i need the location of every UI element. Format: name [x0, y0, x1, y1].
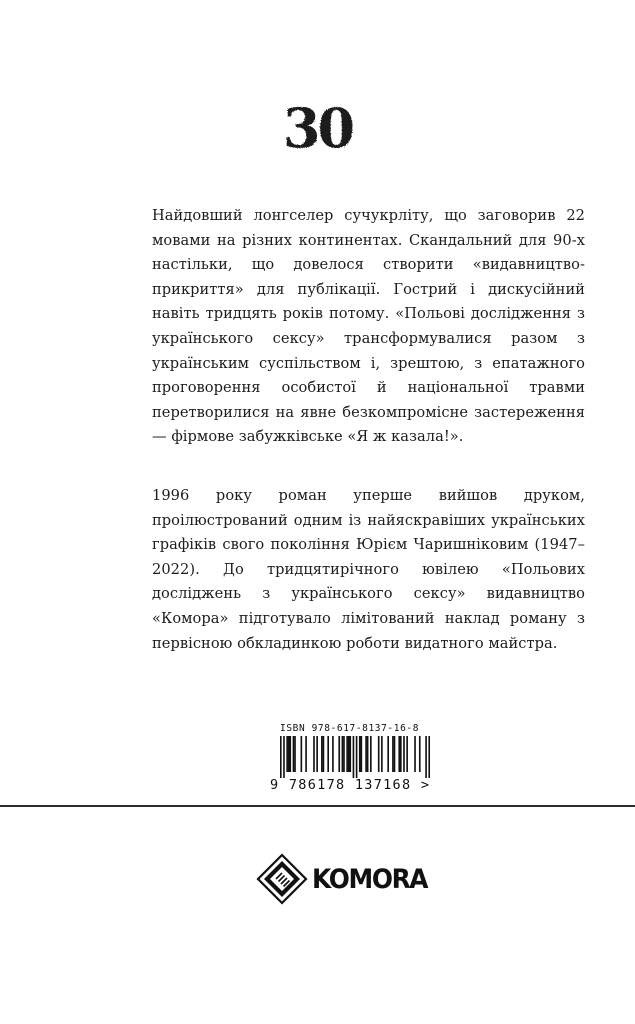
barcode-bar [342, 736, 344, 772]
barcode-bar [338, 736, 340, 772]
barcode-bar [301, 736, 303, 772]
barcode-bar [349, 736, 351, 772]
komora-diamond-logo-icon [256, 853, 308, 905]
blurb-paragraph-2 [152, 484, 585, 656]
barcode-bar [288, 736, 290, 772]
barcode-bar [406, 736, 408, 772]
barcode-bar [367, 736, 369, 772]
barcode-bar [359, 736, 361, 772]
barcode-bar [387, 736, 389, 772]
barcode-bar [348, 736, 350, 772]
barcode-icon [280, 736, 430, 778]
barcode-bar [419, 736, 421, 772]
barcode-bar [353, 736, 355, 778]
isbn-label: ISBN 978-617-8137-16-8 [280, 723, 420, 734]
barcode-bar [370, 736, 372, 772]
barcode-bar [361, 736, 363, 772]
barcode-bar [425, 736, 427, 778]
barcode-bar [332, 736, 334, 772]
blurb-paragraph-1-text: Найдовший лонгселер сучукрліту, що заговорив 22 мовами на різних континентах. Скандальний для 90-х настільки, що довелося створити «видавництво-прикриття» для публікації. Гострий і дискусійний навіть тридцять років потому. «Польові дослідження з українського сексу» трансформувалися разом з українським суспільством і, зрештою, з епатажного проговорення особистої й національної травми перетворилися на явне безкомпромісне застереження — фірмове забужківське «Я ж казала!». [152, 207, 585, 446]
divider-line [0, 805, 635, 807]
barcode-bar [293, 736, 295, 772]
barcode-bar [365, 736, 367, 772]
barcode-bar [381, 736, 383, 772]
isbn-digits: 9 786178 137168 > [270, 777, 431, 793]
barcode-bar [378, 736, 380, 772]
barcode-bar [343, 736, 345, 772]
barcode-bar [327, 736, 329, 772]
barcode-bar [398, 736, 400, 772]
anniversary-number-text: 30 [282, 96, 353, 160]
barcode-bar [321, 736, 323, 772]
barcode-bar [280, 736, 282, 778]
barcode-bar [356, 736, 358, 778]
barcode-bar [316, 736, 318, 772]
blurb-paragraph-1 [152, 204, 585, 450]
barcode-bar [313, 736, 315, 772]
anniversary-number [0, 96, 635, 160]
isbn-barcode-block [270, 723, 430, 793]
barcode-bar [428, 736, 430, 778]
publisher-name: KOMORA [312, 863, 428, 895]
barcode-bar [305, 736, 307, 772]
barcode-bar [323, 736, 325, 772]
publisher-logo [256, 853, 437, 905]
barcode-bar [414, 736, 416, 772]
barcode-bar [289, 736, 291, 772]
barcode-bar [394, 736, 396, 772]
barcode-bar [400, 736, 402, 772]
barcode-bar [403, 736, 405, 772]
barcode-bar [283, 736, 285, 778]
blurb-paragraph-2-text: 1996 року роман уперше вийшов друком, проілюстрований одним із найяскравіших українських графіків свого покоління Юрієм Чаришніковим (1947–2022). До тридцятирічного ювілею «Польових досліджень з українського сексу» видавництво «Комора» підготувало лімітований наклад роману з первісною обкладинкою роботи видатного майстра. [152, 487, 585, 652]
barcode-bar [286, 736, 288, 772]
barcode-bar [294, 736, 296, 772]
barcode-bar [392, 736, 394, 772]
barcode-bar [346, 736, 348, 772]
